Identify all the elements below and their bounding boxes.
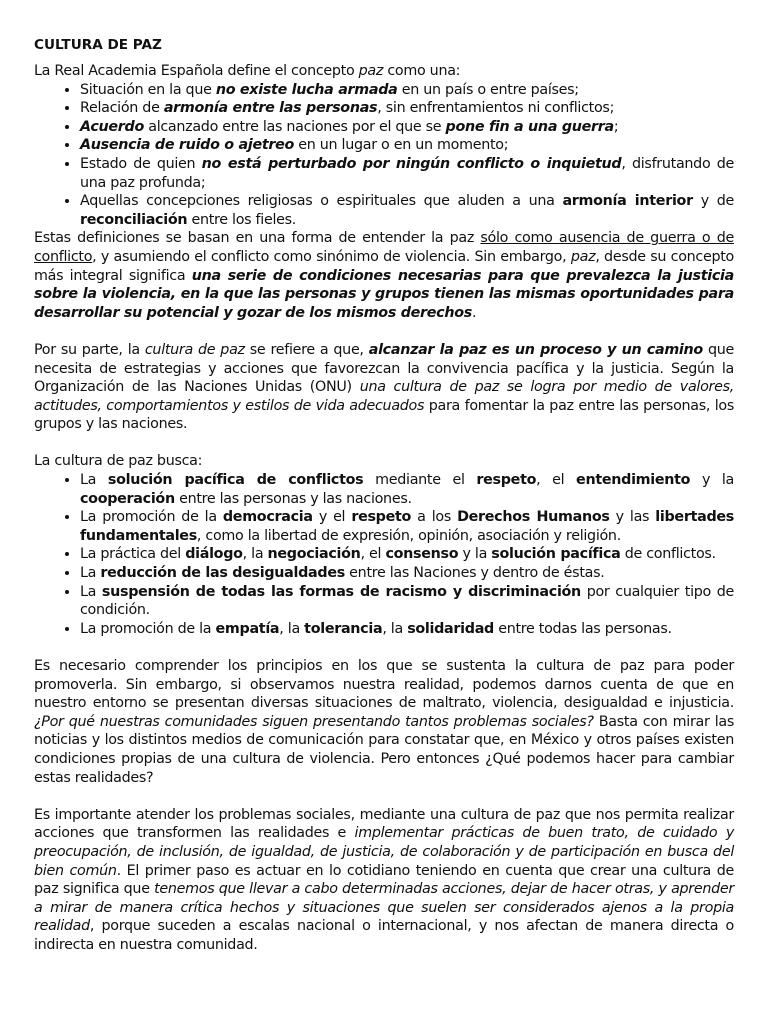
bold-run: negociación bbox=[267, 546, 361, 563]
italic-run: tenemos que llevar a cabo determinadas acciones, dejar de hacer otras, y aprender a mirar de manera crítica hechos y situaciones que suelen ser considerados ajenos a la propia realidad bbox=[34, 881, 734, 935]
text-run: en un país o entre países; bbox=[397, 81, 579, 98]
bold-run: libertades fundamentales bbox=[80, 509, 734, 544]
definition-item bbox=[80, 99, 734, 118]
text-run: , disfrutando de una paz profunda; bbox=[80, 155, 735, 191]
text-run: entre todas las personas. bbox=[493, 620, 672, 637]
text-run: La Real Academia Española define el concepto bbox=[34, 63, 359, 79]
text-run: para fomentar la paz entre las personas, los grupos y las naciones. bbox=[34, 397, 734, 433]
text-run: de conflictos. bbox=[620, 546, 716, 563]
text-run: entre las Naciones y dentro de éstas. bbox=[344, 565, 605, 582]
text-run: , el bbox=[536, 472, 577, 489]
italic-run: cultura de paz bbox=[144, 341, 245, 358]
bold-run: solución pacífica bbox=[491, 546, 621, 563]
bold-run: entendimiento bbox=[576, 472, 691, 489]
seeks-intro: La cultura de paz busca: bbox=[34, 453, 203, 470]
bold-italic-run: Ausencia de ruido o ajetreo bbox=[80, 137, 295, 154]
text-run: entre las personas y las naciones. bbox=[174, 490, 412, 507]
bold-run: armonía interior bbox=[562, 193, 693, 210]
text-run: . bbox=[471, 304, 477, 321]
italic-run: una cultura de paz se logra por medio de valores, actitudes, comportamientos y estilos de vida adecuados bbox=[34, 379, 734, 414]
text-run: Por su parte, la bbox=[34, 341, 145, 358]
bold-run: tolerancia bbox=[304, 620, 383, 637]
bold-italic-run: una serie de condiciones necesarias para que prevalezca la justicia sobre la violencia, en la que las personas y grupos tienen las mismas oportunidades para desarrollar su potencial y gozar de los mismos derechos bbox=[34, 267, 734, 321]
text-run: , porque suceden a escalas nacional o internacional, y nos afectan de manera directa o indirecta en nuestra comunidad. bbox=[34, 918, 734, 953]
bold-run: consenso bbox=[385, 546, 459, 563]
text-run: La bbox=[80, 583, 102, 600]
bold-italic-run: armonía entre las personas bbox=[163, 100, 378, 117]
text-run: , la bbox=[242, 546, 268, 563]
bold-run: reducción de las desigualdades bbox=[100, 565, 345, 582]
bold-italic-run: alcanzar la paz es un proceso y un camino bbox=[368, 341, 703, 358]
definition-item bbox=[80, 136, 734, 155]
text-run: Estas definiciones se basan en una forma de entender la paz bbox=[34, 230, 481, 247]
text-run: que necesita de estrategias y acciones que favorezcan la convivencia pacífica y la justicia. Según la Organización de las Naciones Unidas (ONU) bbox=[34, 341, 734, 396]
text-run: Aquellas concepciones religiosas o espirituales que aluden a una bbox=[80, 193, 563, 210]
text-run: se refiere a que, bbox=[244, 341, 369, 358]
underlined-run: sólo como ausencia de guerra o de conflicto bbox=[34, 230, 734, 265]
text-run: La práctica del bbox=[80, 546, 186, 563]
text-run: Es importante atender los problemas sociales, mediante una cultura de paz que nos permita realizar acciones que transformen las realidades e bbox=[34, 806, 734, 842]
seeks-item bbox=[80, 620, 734, 639]
text-run: , la bbox=[279, 620, 305, 637]
text-run: , el bbox=[360, 546, 386, 563]
definition-item bbox=[80, 81, 734, 100]
text-run: La bbox=[80, 565, 101, 582]
text-run: ; bbox=[613, 118, 619, 135]
text-run: , sin enfrentamientos ni conflictos; bbox=[377, 100, 615, 117]
text-run: Situación en la que bbox=[80, 81, 216, 98]
seeks-item bbox=[80, 545, 734, 564]
text-run: . El primer paso es actuar en lo cotidiano teniendo en cuenta que crear una cultura de paz significa que bbox=[34, 862, 734, 898]
definition-item bbox=[80, 155, 734, 192]
text-run: y el bbox=[312, 509, 352, 526]
seeks-item bbox=[80, 583, 734, 620]
seeks-item bbox=[80, 564, 734, 583]
bold-run: diálogo bbox=[185, 546, 243, 563]
bold-run: Derechos Humanos bbox=[457, 509, 610, 526]
definition-item bbox=[80, 192, 734, 229]
seeks-item bbox=[80, 508, 734, 545]
bold-italic-run: pone fin a una guerra bbox=[445, 118, 614, 135]
text-run: Es necesario comprender los principios en los que se sustenta la cultura de paz para poder promoverla. Sin embargo, si observamos nuestra realidad, podemos darnos cuenta de que en nuestro entorno se presentan diversas situaciones de maltrato, violencia, desigualdad e injusticia. bbox=[34, 658, 734, 712]
bold-run: suspensión de todas las formas de racismo y discriminación bbox=[101, 583, 581, 600]
text-run: , la bbox=[382, 620, 408, 637]
text-run: alcanzado entre las naciones por el que se bbox=[143, 118, 446, 135]
paragraph-principles bbox=[34, 657, 734, 787]
text-run: Relación de bbox=[80, 100, 164, 117]
text-run: y la bbox=[458, 546, 492, 563]
text-run: mediante el bbox=[363, 472, 477, 489]
bold-run: solución pacífica de conflictos bbox=[107, 472, 364, 489]
text-run: Estado de quien bbox=[80, 155, 202, 172]
text-run: , y asumiendo el conflicto como sinónimo de violencia. Sin embargo, bbox=[92, 248, 571, 265]
bold-run: democracia bbox=[222, 509, 313, 526]
italic-run: paz bbox=[570, 248, 596, 265]
bold-italic-run: Acuerdo bbox=[80, 118, 144, 135]
text-run: y la bbox=[690, 472, 734, 489]
seeks-item bbox=[80, 471, 734, 508]
text-run: por cualquier tipo de condición. bbox=[80, 583, 734, 619]
paragraph-culture-of-peace bbox=[34, 341, 734, 434]
bold-run: solidaridad bbox=[407, 620, 494, 637]
text-run: en un lugar o en un momento; bbox=[294, 137, 509, 154]
text-run: entre los fieles. bbox=[187, 211, 297, 228]
paragraph-social-problems bbox=[34, 806, 734, 955]
bold-italic-run: no está perturbado por ningún conflicto o inquietud bbox=[201, 155, 622, 172]
document-title: CULTURA DE PAZ bbox=[34, 37, 162, 53]
italic-run: ¿Por qué nuestras comunidades siguen presentando tantos problemas sociales? bbox=[34, 713, 594, 730]
text-run: Basta con mirar las noticias y los distintos medios de comunicación para constatar que, en México y otros países existen condiciones propias de una cultura de violencia. Pero entonces ¿Qué podemos hacer para cambiar estas realidades? bbox=[34, 713, 734, 786]
bold-run: respeto bbox=[476, 472, 537, 489]
bold-run: cooperación bbox=[80, 490, 175, 507]
text-run: y las bbox=[609, 509, 656, 526]
text-run: como una: bbox=[383, 63, 461, 79]
bold-run: empatía bbox=[215, 620, 280, 637]
text-run: a los bbox=[411, 509, 458, 526]
bold-run: reconciliación bbox=[80, 211, 188, 228]
seeks-list bbox=[34, 471, 734, 638]
paragraph-definitions-basis bbox=[34, 229, 734, 322]
italic-run: implementar prácticas de buen trato, de cuidado y preocupación, de inclusión, de igualdad, de justicia, de colaboración y de participación en busca del bien común bbox=[34, 825, 734, 879]
text-run: La promoción de la bbox=[80, 620, 216, 637]
bold-run: respeto bbox=[351, 509, 412, 526]
intro-line bbox=[34, 62, 734, 81]
text-run: , desde su concepto más integral significa bbox=[34, 248, 734, 284]
text-run: La promoción de la bbox=[80, 509, 223, 526]
definitions-list bbox=[34, 81, 734, 230]
bold-italic-run: no existe lucha armada bbox=[215, 81, 398, 98]
italic-run: paz bbox=[358, 63, 384, 79]
definition-item bbox=[80, 118, 734, 137]
text-run: La bbox=[80, 472, 108, 489]
text-run: , como la libertad de expresión, opinión, asociación y religión. bbox=[196, 527, 621, 544]
text-run: y de bbox=[692, 193, 734, 210]
